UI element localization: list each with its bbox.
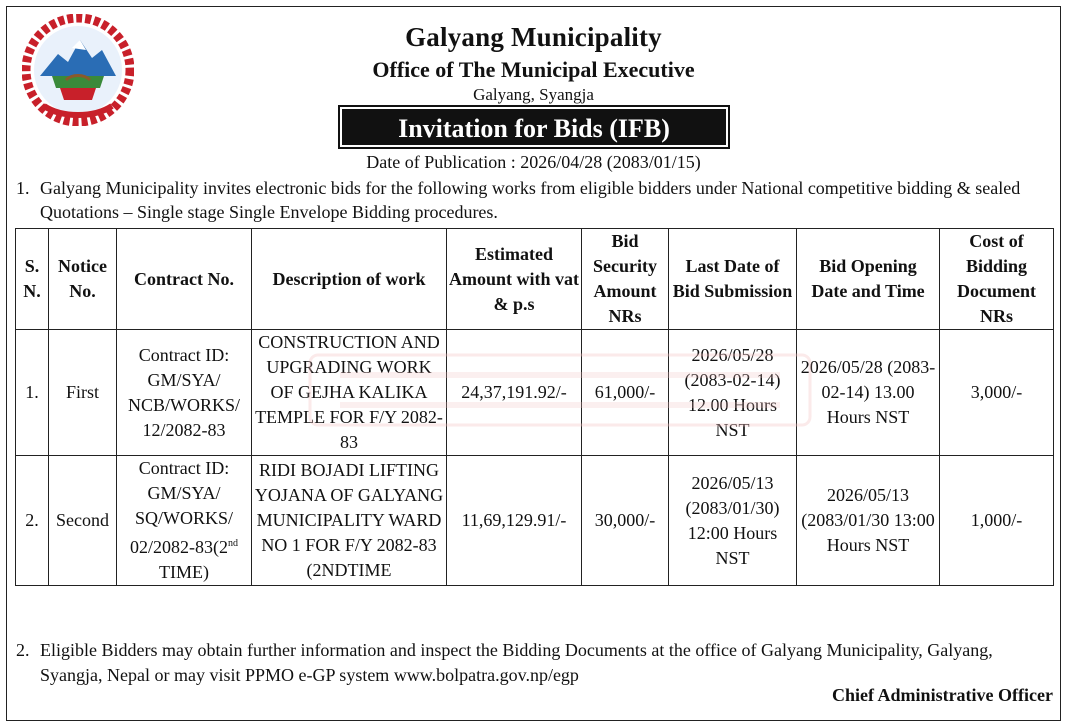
office-location: Galyang, Syangja <box>473 85 594 104</box>
bids-table <box>15 228 1054 586</box>
further-info-paragraph <box>16 638 1056 688</box>
table-header-row <box>16 229 1054 330</box>
cell-sn: 2. <box>16 456 49 586</box>
paragraph-number: 2. <box>16 640 30 660</box>
intro-paragraph <box>16 176 1046 224</box>
cell-submission: 2026/05/13 (2083/01/30) 12:00 Hours NST <box>669 456 797 586</box>
cell-security: 61,000/- <box>582 330 669 456</box>
cell-opening: 2026/05/13 (2083/01/30 13:00 Hours NST <box>797 456 940 586</box>
signature-title: Chief Administrative Officer <box>832 685 1053 705</box>
publication-date: Date of Publication : 2026/04/28 (2083/01/15) <box>366 152 701 172</box>
col-header-sn: S. N. <box>16 229 49 330</box>
col-header-submission: Last Date of Bid Submission <box>669 229 797 330</box>
col-header-notice: Notice No. <box>49 229 117 330</box>
cell-contract: Contract ID: GM/SYA/ NCB/WORKS/ 12/2082-83 <box>117 330 252 456</box>
table-row <box>16 456 1054 586</box>
office-subtitle: Office of The Municipal Executive <box>372 57 695 82</box>
cell-cost: 1,000/- <box>940 456 1054 586</box>
paragraph-number: 1. <box>16 178 30 198</box>
cell-contract <box>117 456 252 586</box>
ordinal-suffix: nd <box>228 538 238 549</box>
cell-cost: 3,000/- <box>940 330 1054 456</box>
cell-description: RIDI BOJADI LIFTING YOJANA OF GALYANG MUNICIPALITY WARD NO 1 FOR F/Y 2082-83 (2NDTIME <box>252 456 447 586</box>
cell-description: CONSTRUCTION AND UPGRADING WORK OF GEJHA KALIKA TEMPLE FOR F/Y 2082-83 <box>252 330 447 456</box>
contract-text: Contract ID: GM/SYA/ SQ/WORKS/ 02/2082-83(2 <box>130 458 233 557</box>
cell-estimate: 11,69,129.91/- <box>447 456 582 586</box>
cell-opening: 2026/05/28 (2083-02-14) 13.00 Hours NST <box>797 330 940 456</box>
table-row <box>16 330 1054 456</box>
paragraph-text: Eligible Bidders may obtain further information and inspect the Bidding Documents at the office of Galyang Municipality, Galyang, Syangja, Nepal or may visit PPMO e-GP system www.bolpatra.gov.np/egp <box>40 640 993 685</box>
contract-text-end: TIME) <box>159 562 209 582</box>
col-header-contract: Contract No. <box>117 229 252 330</box>
col-header-cost: Cost of Bidding Document NRs <box>940 229 1054 330</box>
col-header-opening: Bid Opening Date and Time <box>797 229 940 330</box>
col-header-security: Bid Security Amount NRs <box>582 229 669 330</box>
col-header-description: Description of work <box>252 229 447 330</box>
cell-sn: 1. <box>16 330 49 456</box>
cell-notice: Second <box>49 456 117 586</box>
municipality-title: Galyang Municipality <box>405 22 662 52</box>
cell-security: 30,000/- <box>582 456 669 586</box>
cell-submission: 2026/05/28 (2083-02-14) 12.00 Hours NST <box>669 330 797 456</box>
ifb-banner: Invitation for Bids (IFB) <box>340 107 728 147</box>
cell-estimate: 24,37,191.92/- <box>447 330 582 456</box>
cell-notice: First <box>49 330 117 456</box>
paragraph-text: Galyang Municipality invites electronic bids for the following works from eligible bidders under National competitive bidding & sealed Quotations – Single stage Single Envelope Bidding procedures. <box>40 178 1021 222</box>
col-header-estimate: Estimated Amount with vat & p.s <box>447 229 582 330</box>
